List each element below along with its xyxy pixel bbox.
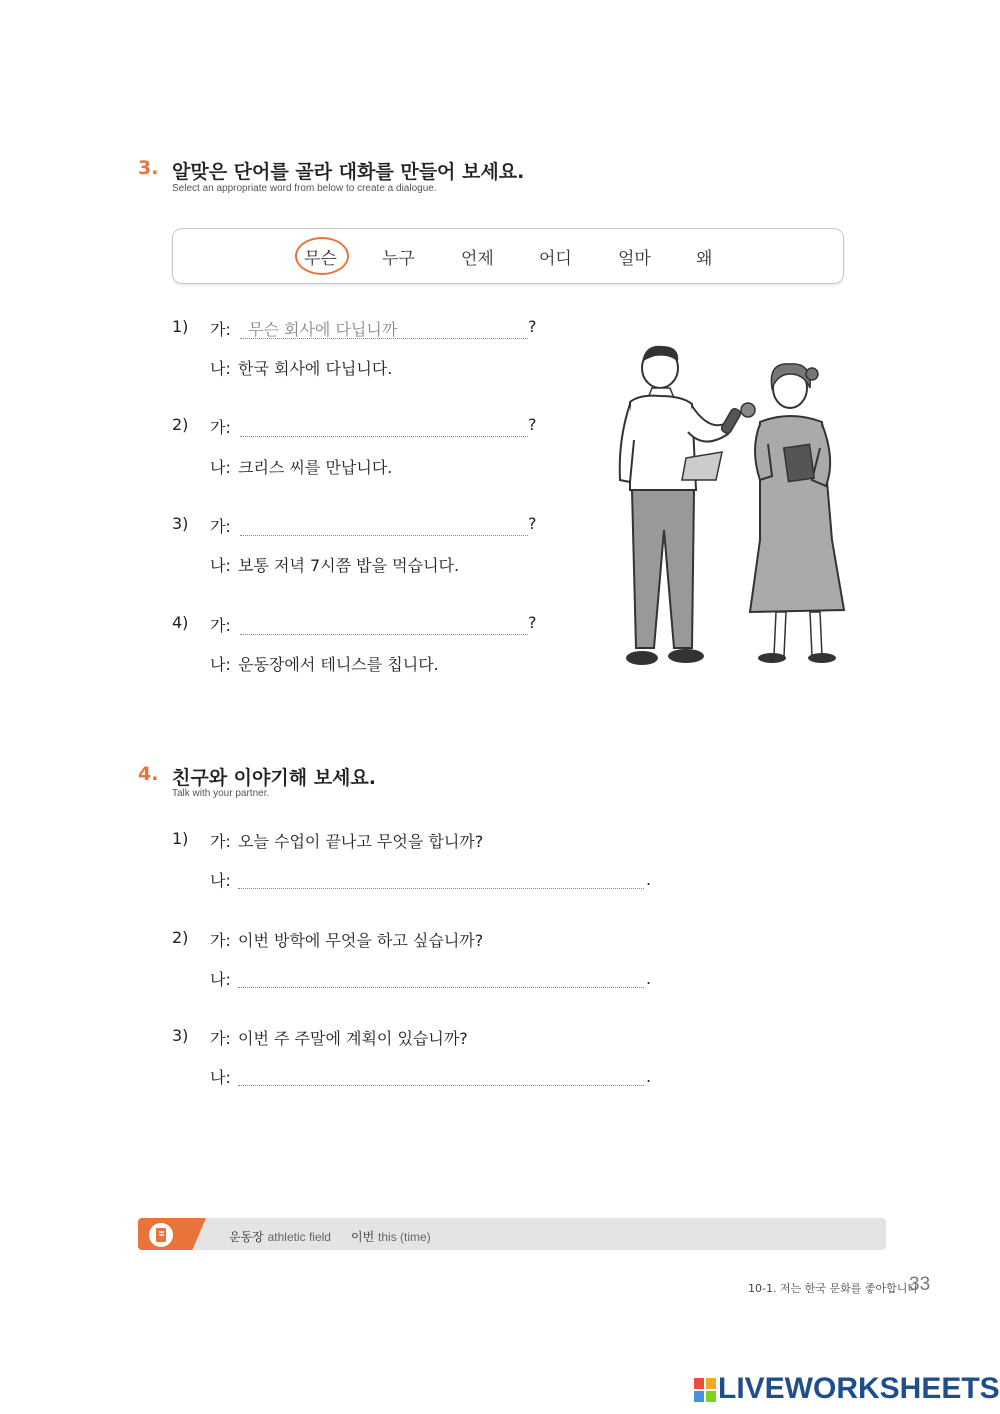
liveworksheets-logo-icon bbox=[694, 1378, 716, 1402]
na-label: 나: bbox=[210, 458, 231, 477]
period: . bbox=[646, 1067, 652, 1086]
ga-label: 가: bbox=[210, 517, 231, 536]
page-number: 33 bbox=[909, 1274, 931, 1295]
item-number: 3) bbox=[172, 514, 189, 533]
word-option[interactable]: 어디 bbox=[539, 249, 572, 269]
answer-input[interactable]: 무슨 회사에 다닙니까 bbox=[248, 320, 398, 339]
ga-label: 가: bbox=[210, 1029, 231, 1048]
section4-number: 4. bbox=[138, 763, 159, 785]
na-label: 나: bbox=[210, 871, 231, 890]
item-number: 4) bbox=[172, 613, 189, 632]
na-text: 크리스 씨를 만납니다. bbox=[238, 458, 393, 477]
question-mark: ? bbox=[528, 613, 537, 632]
word-option[interactable]: 얼마 bbox=[618, 249, 651, 269]
vocab-item-1 bbox=[229, 1228, 331, 1245]
vocab-english: athletic field bbox=[267, 1230, 331, 1244]
ga-label: 가: bbox=[210, 832, 231, 851]
answer-blank[interactable] bbox=[238, 888, 644, 889]
answer-blank[interactable] bbox=[238, 987, 644, 988]
na-text: 보통 저녁 7시쯤 밥을 먹습니다. bbox=[238, 556, 460, 575]
word-option[interactable]: 무슨 bbox=[304, 249, 337, 269]
period: . bbox=[646, 969, 652, 988]
woman-figure bbox=[750, 364, 844, 663]
vocab-english: this (time) bbox=[378, 1230, 431, 1244]
word-option[interactable]: 누구 bbox=[382, 249, 415, 269]
ga-label: 가: bbox=[210, 616, 231, 635]
item-number: 2) bbox=[172, 415, 189, 434]
question-mark: ? bbox=[528, 317, 537, 336]
vocab-korean: 운동장 bbox=[229, 1230, 264, 1244]
na-label: 나: bbox=[210, 1068, 231, 1087]
na-label: 나: bbox=[210, 655, 231, 674]
na-label: 나: bbox=[210, 556, 231, 575]
na-text: 운동장에서 테니스를 칩니다. bbox=[238, 655, 439, 674]
chapter-title: 10-1. 저는 한국 문화를 좋아합니다 bbox=[748, 1282, 918, 1295]
ga-label: 가: bbox=[210, 418, 231, 437]
note-icon bbox=[148, 1222, 174, 1248]
na-text: 한국 회사에 다닙니다. bbox=[238, 359, 393, 378]
interview-illustration bbox=[600, 340, 860, 685]
na-label: 나: bbox=[210, 359, 231, 378]
period: . bbox=[646, 870, 652, 889]
item-number: 1) bbox=[172, 829, 189, 848]
answer-blank[interactable] bbox=[238, 1085, 644, 1086]
question-mark: ? bbox=[528, 415, 537, 434]
answer-blank[interactable] bbox=[240, 535, 528, 536]
liveworksheets-logo-text: LIVEWORKSHEETS bbox=[718, 1372, 1000, 1405]
na-label: 나: bbox=[210, 970, 231, 989]
question-mark: ? bbox=[528, 514, 537, 533]
word-bank bbox=[172, 228, 844, 284]
answer-blank[interactable] bbox=[240, 634, 528, 635]
ga-label: 가: bbox=[210, 320, 231, 339]
section4-title: 친구와 이야기해 보세요. bbox=[172, 767, 376, 789]
item-number: 1) bbox=[172, 317, 189, 336]
word-option[interactable]: 언제 bbox=[461, 249, 494, 269]
vocab-korean: 이번 bbox=[351, 1230, 375, 1244]
section3-title: 알맞은 단어를 골라 대화를 만들어 보세요. bbox=[172, 161, 525, 183]
ga-text: 이번 주 주말에 계획이 있습니까? bbox=[238, 1029, 468, 1048]
ga-text: 오늘 수업이 끝나고 무엇을 합니까? bbox=[238, 832, 484, 851]
word-option[interactable]: 왜 bbox=[696, 249, 713, 269]
ga-text: 이번 방학에 무엇을 하고 싶습니까? bbox=[238, 931, 484, 950]
item-number: 3) bbox=[172, 1026, 189, 1045]
man-figure bbox=[620, 346, 755, 665]
answer-blank[interactable] bbox=[240, 338, 528, 339]
section3-number: 3. bbox=[138, 157, 159, 179]
section4-subtitle: Talk with your partner. bbox=[172, 788, 270, 799]
item-number: 2) bbox=[172, 928, 189, 947]
section3-subtitle: Select an appropriate word from below to create a dialogue. bbox=[172, 183, 437, 194]
ga-label: 가: bbox=[210, 931, 231, 950]
vocab-item-2 bbox=[351, 1228, 431, 1245]
answer-blank[interactable] bbox=[240, 436, 528, 437]
